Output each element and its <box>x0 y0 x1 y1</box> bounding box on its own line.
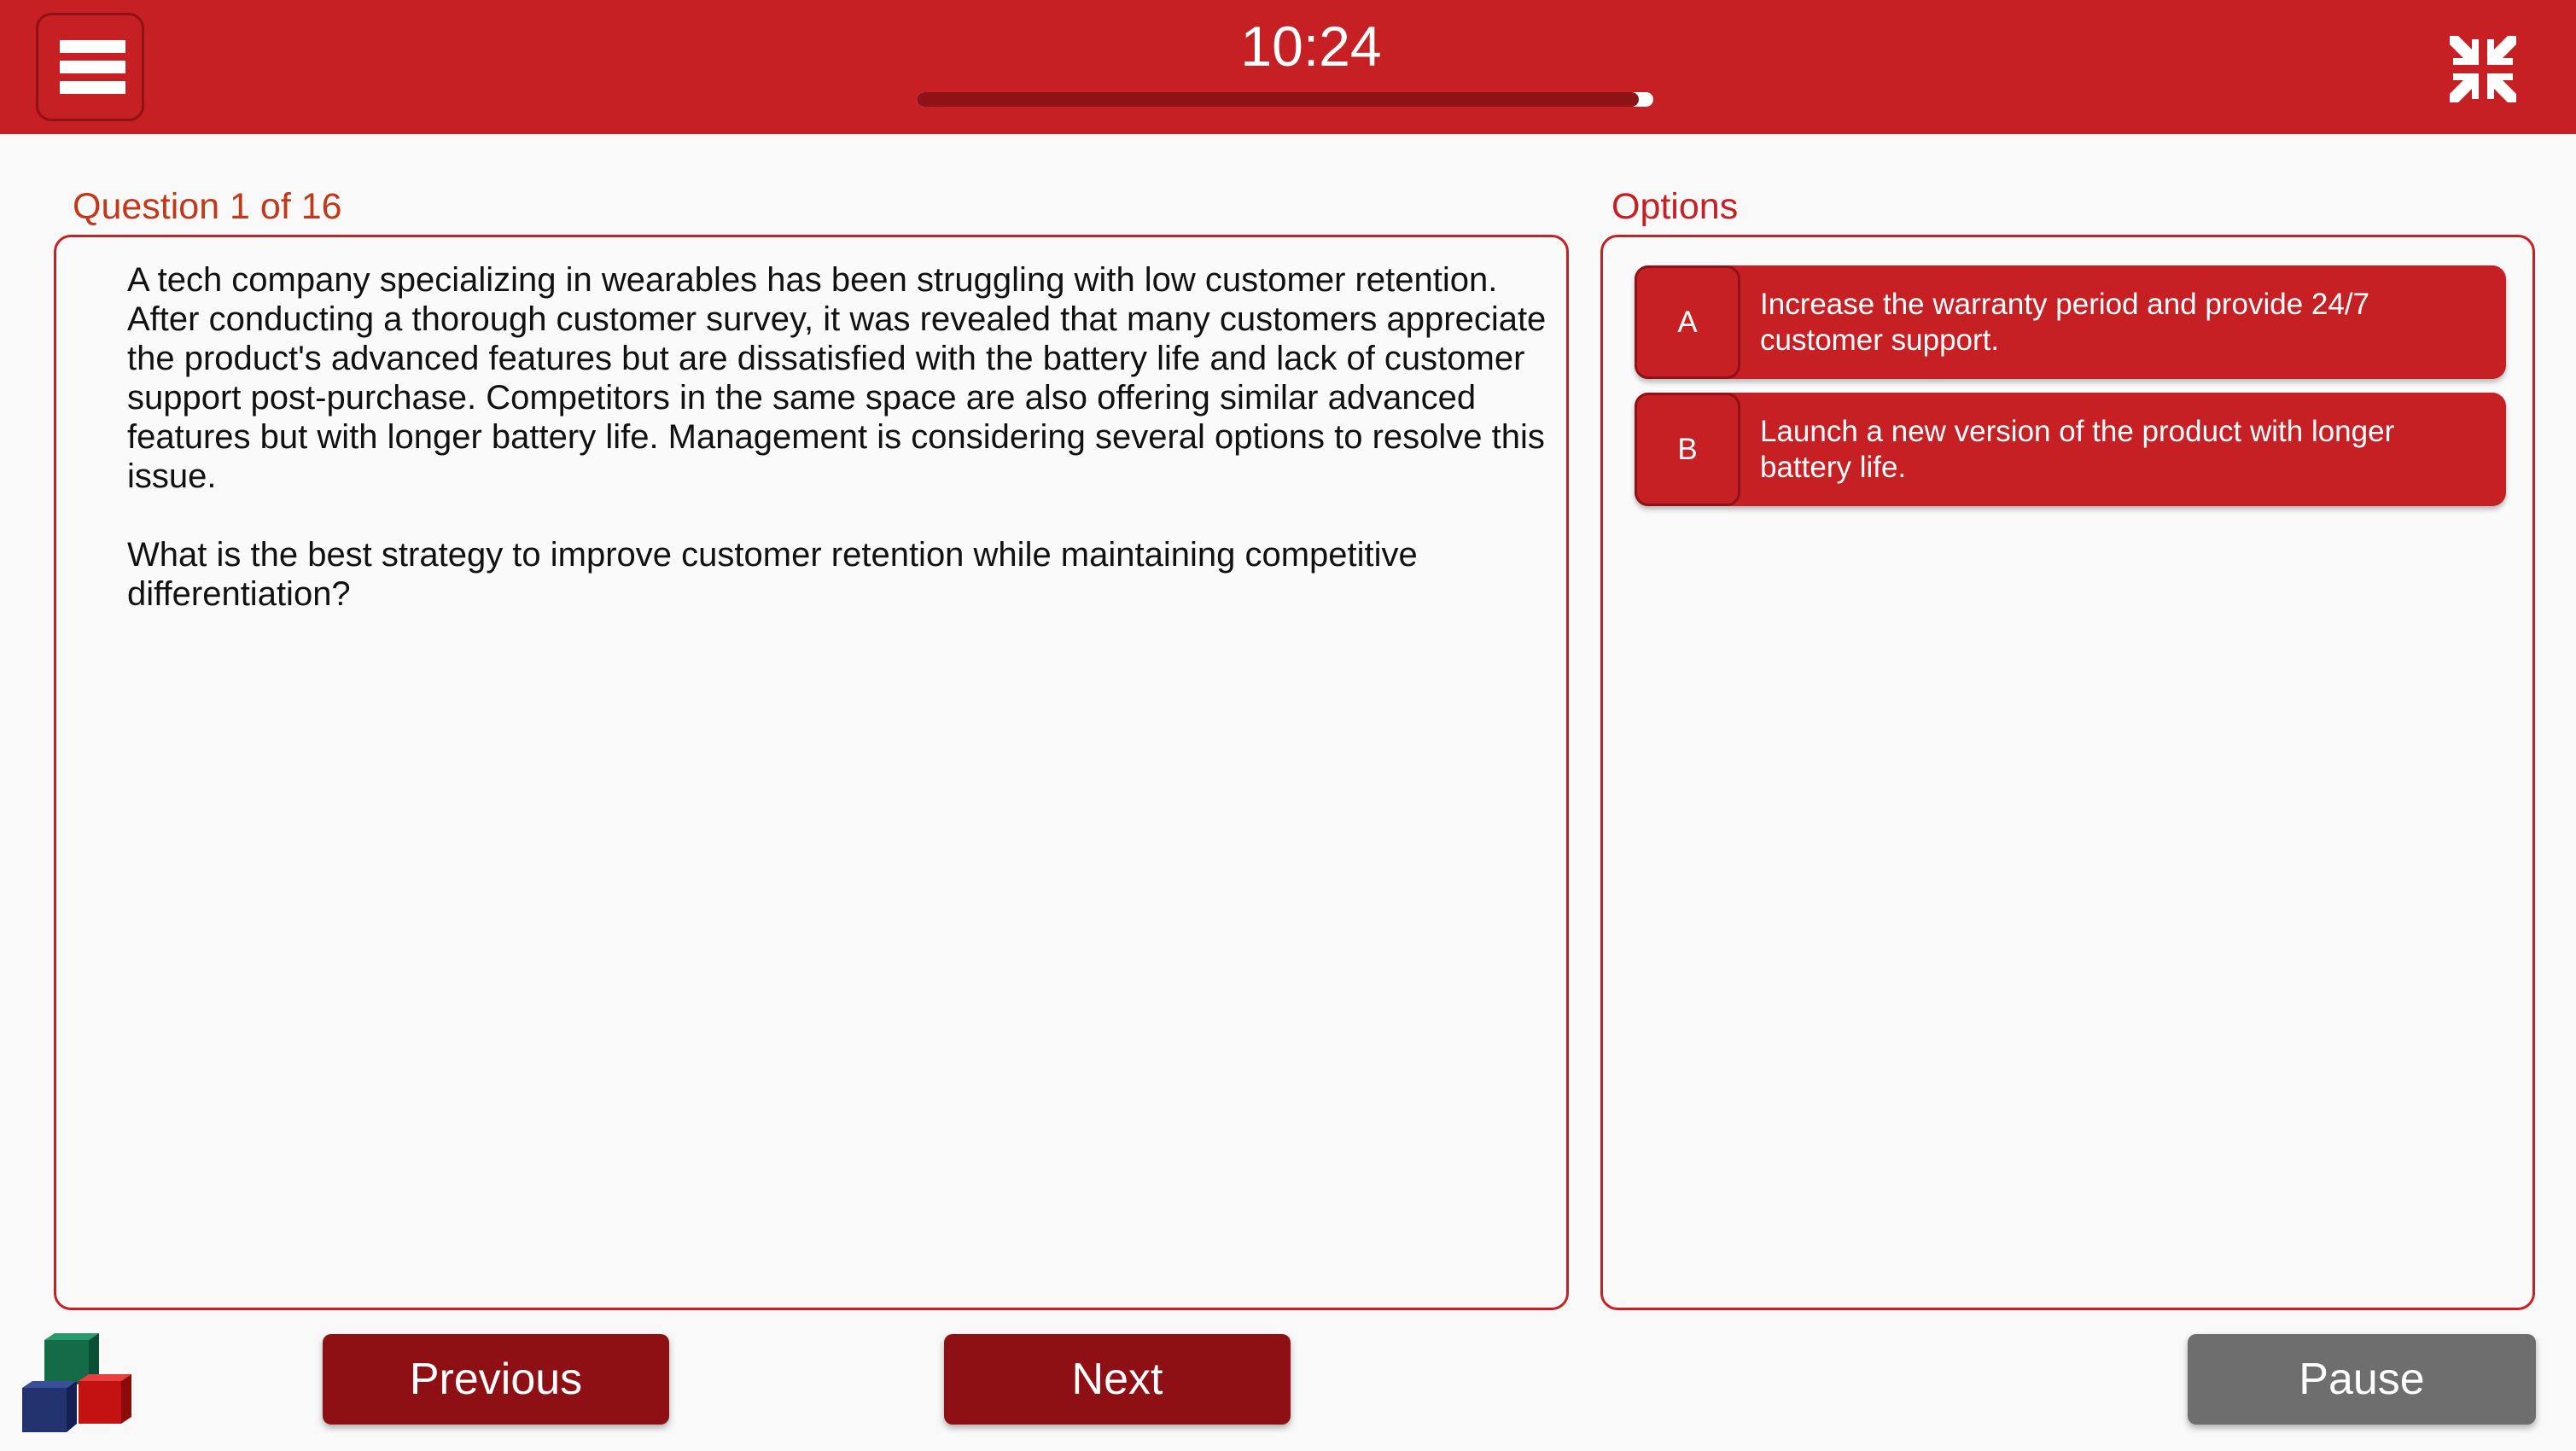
option-a-letter[interactable]: A <box>1635 265 1740 379</box>
hamburger-menu-icon[interactable] <box>36 13 144 121</box>
stacked-cubes-logo-icon <box>20 1333 131 1434</box>
time-progress-fill <box>917 92 1639 107</box>
option-b[interactable] <box>1635 393 2506 506</box>
option-a-text[interactable]: Increase the warranty period and provide 24/7 customer support. <box>1760 287 2370 357</box>
question-panel <box>54 235 1569 1310</box>
options-title: Options <box>1611 186 1739 227</box>
option-b-letter[interactable]: B <box>1635 393 1740 506</box>
question-text <box>127 260 1548 614</box>
collapse-fullscreen-icon[interactable] <box>2446 32 2520 106</box>
next-button[interactable]: Next <box>944 1334 1291 1425</box>
time-progress-bar <box>917 92 1653 107</box>
options-panel <box>1600 235 2535 1310</box>
top-bar <box>0 0 2576 134</box>
pause-button[interactable]: Pause <box>2188 1334 2536 1425</box>
question-prompt: What is the best strategy to improve customer retention while maintaining competitive differentiation? <box>127 536 1418 613</box>
option-b-text[interactable]: Launch a new version of the product with longer battery life. <box>1760 414 2395 484</box>
timer: 10:24 <box>1240 15 1382 78</box>
option-a[interactable] <box>1635 265 2506 379</box>
question-scenario: A tech company specializing in wearables has been struggling with low customer retention. After conducting a thorough customer survey, it was revealed that many customers appreciate the product's advanced features but are dissatisfied with the battery life and lack of customer support post-purchase. Competitors in the same space are also offering similar advanced features but with longer battery life. Management is considering several options to resolve this issue. <box>127 261 1547 495</box>
question-counter: Question 1 of 16 <box>73 186 342 227</box>
previous-button[interactable]: Previous <box>323 1334 669 1425</box>
